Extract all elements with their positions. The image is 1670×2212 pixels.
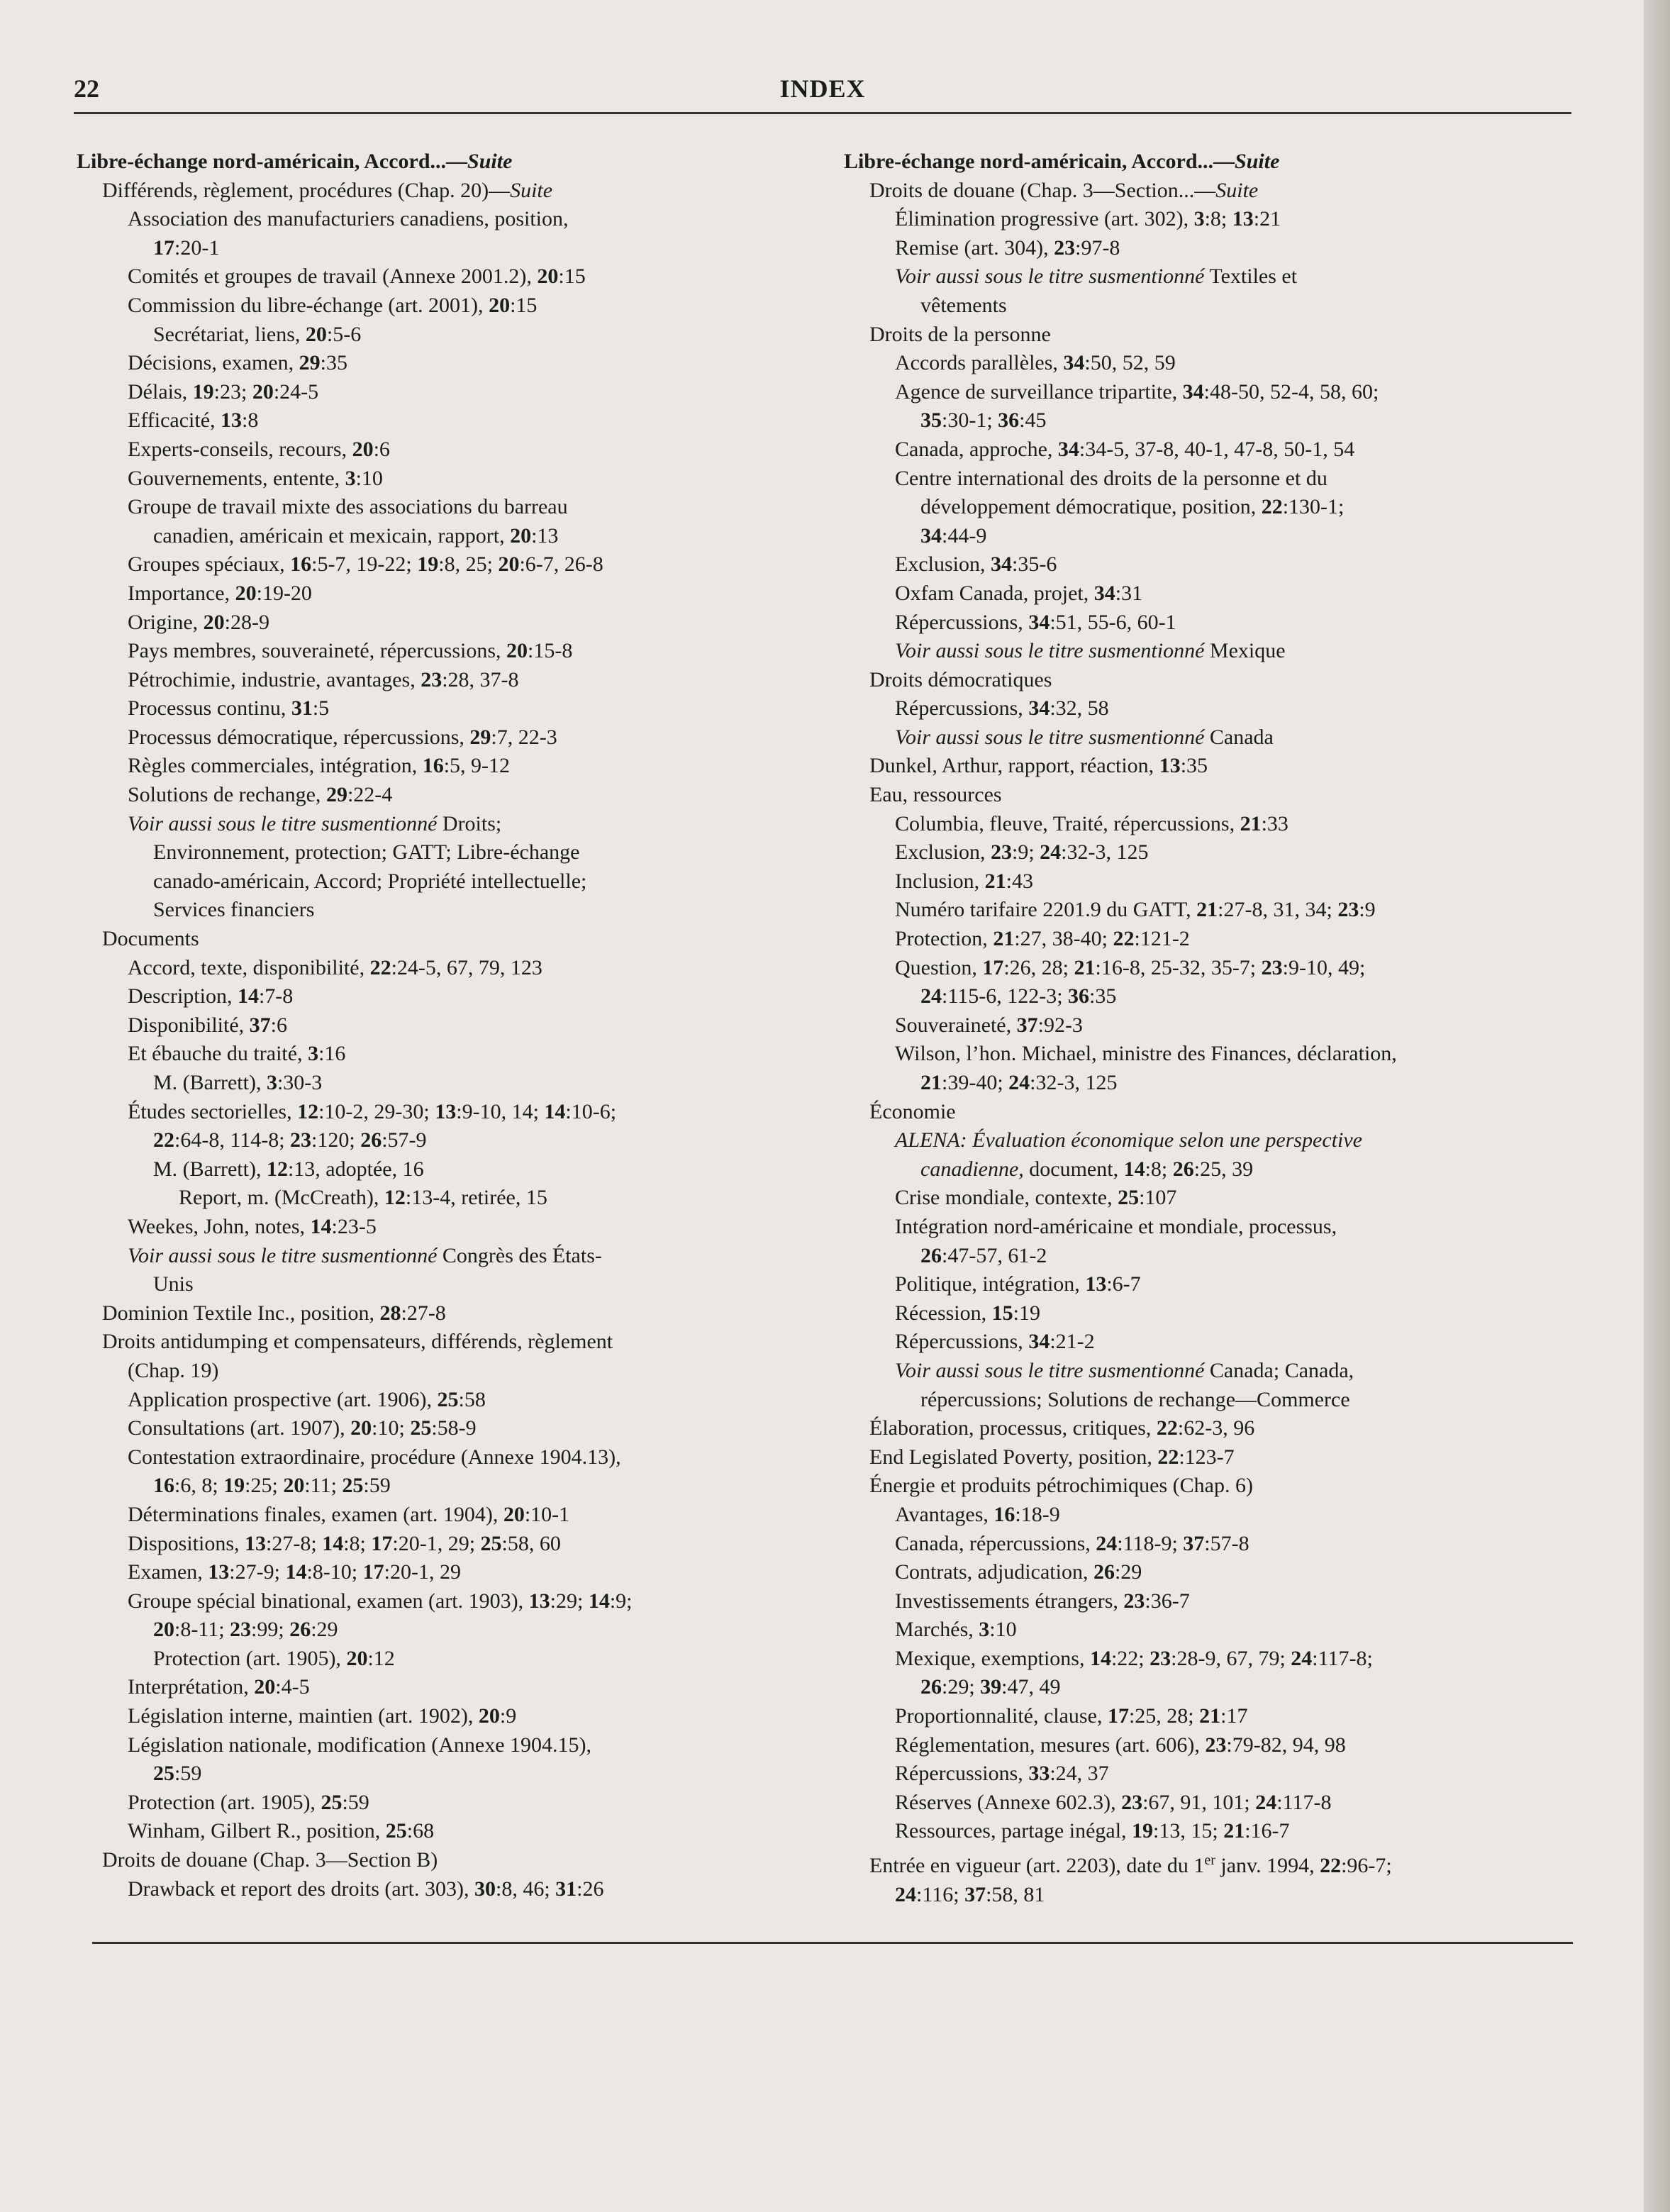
index-entry: canadien, américain et mexicain, rapport, 20:13 bbox=[153, 523, 559, 548]
index-entry: Réglementation, mesures (art. 606), 23:79-82, 94, 98 bbox=[895, 1733, 1346, 1757]
index-entry: Voir aussi sous le titre susmentionné Droits; bbox=[128, 811, 502, 835]
index-entry: 35:30-1; 36:45 bbox=[920, 409, 1047, 433]
index-entry: Droits antidumping et compensateurs, différends, règlement bbox=[102, 1330, 613, 1354]
index-entry: Répercussions, 34:32, 58 bbox=[895, 696, 1109, 721]
index-entry: Déterminations finales, examen (art. 1904), 20:10-1 bbox=[128, 1502, 570, 1526]
index-entry: Réserves (Annexe 602.3), 23:67, 91, 101; 24:117-8 bbox=[895, 1790, 1332, 1814]
index-entry: Comités et groupes de travail (Annexe 2001.2), 20:15 bbox=[128, 265, 586, 289]
index-entry: Décisions, examen, 29:35 bbox=[128, 351, 347, 375]
index-entry: Remise (art. 304), 23:97-8 bbox=[895, 235, 1120, 260]
index-entry: Dominion Textile Inc., position, 28:27-8 bbox=[102, 1301, 446, 1325]
index-entry: Avantages, 16:18-9 bbox=[895, 1502, 1060, 1526]
index-entry: Récession, 15:19 bbox=[895, 1301, 1040, 1325]
index-entry: Gouvernements, entente, 3:10 bbox=[128, 466, 383, 490]
index-entry: Droits de la personne bbox=[869, 322, 1051, 346]
index-entry: Mexique, exemptions, 14:22; 23:28-9, 67, 79; 24:117-8; bbox=[895, 1646, 1373, 1670]
page-number: 22 bbox=[74, 74, 99, 103]
index-entry: M. (Barrett), 3:30-3 bbox=[153, 1071, 323, 1094]
index-entry: Législation interne, maintien (art. 1902), 20:9 bbox=[128, 1704, 517, 1728]
index-entry: Voir aussi sous le titre susmentionné Canada bbox=[895, 725, 1274, 749]
index-entry: Entrée en vigueur (art. 2203), date du 1er janv. 1994, 22:96-7; bbox=[869, 1852, 1392, 1878]
index-entry: Droits démocratiques bbox=[869, 667, 1052, 691]
index-entry: Inclusion, 21:43 bbox=[895, 869, 1033, 893]
index-entry: Wilson, l’hon. Michael, ministre des Finances, déclaration, bbox=[895, 1042, 1397, 1066]
index-entry: Contestation extraordinaire, procédure (Annexe 1904.13), bbox=[128, 1445, 621, 1469]
index-entry: Disponibilité, 37:6 bbox=[128, 1013, 288, 1037]
index-entry: vêtements bbox=[920, 293, 1007, 317]
index-entry: Économie bbox=[869, 1099, 956, 1123]
index-entry: Voir aussi sous le titre susmentionné Mexique bbox=[895, 639, 1286, 663]
index-entry: Interprétation, 20:4-5 bbox=[128, 1675, 310, 1699]
index-entry: M. (Barrett), 12:13, adoptée, 16 bbox=[153, 1157, 424, 1181]
index-entry: Question, 17:26, 28; 21:16-8, 25-32, 35-7; 23:9-10, 49; bbox=[895, 955, 1366, 979]
index-entry: Processus continu, 31:5 bbox=[128, 696, 330, 721]
index-entry: Proportionnalité, clause, 17:25, 28; 21:17 bbox=[895, 1704, 1248, 1728]
index-entry: Association des manufacturiers canadiens, position, bbox=[128, 207, 569, 231]
index-entry: Élimination progressive (art. 302), 3:8; 13:21 bbox=[895, 207, 1281, 231]
index-entry: Contrats, adjudication, 26:29 bbox=[895, 1560, 1142, 1584]
index-entry: Droits de douane (Chap. 3—Section B) bbox=[102, 1848, 438, 1872]
index-entry: Voir aussi sous le titre susmentionné Canada; Canada, bbox=[895, 1358, 1354, 1382]
index-entry: End Legislated Poverty, position, 22:123-7 bbox=[869, 1445, 1235, 1469]
index-entry: Études sectorielles, 12:10-2, 29-30; 13:9-10, 14; 14:10-6; bbox=[128, 1099, 617, 1123]
index-column-right bbox=[844, 148, 1581, 1909]
index-entry: Marchés, 3:10 bbox=[895, 1618, 1017, 1642]
index-entry: Canada, approche, 34:34-5, 37-8, 40-1, 47-8, 50-1, 54 bbox=[895, 437, 1355, 461]
index-entry: Numéro tarifaire 2201.9 du GATT, 21:27-8, 31, 34; 23:9 bbox=[895, 898, 1376, 922]
index-entry: Voir aussi sous le titre susmentionné Congrès des États- bbox=[128, 1243, 602, 1267]
index-entry: Application prospective (art. 1906), 25:58 bbox=[128, 1387, 486, 1411]
index-entry: Environnement, protection; GATT; Libre-échange bbox=[153, 840, 580, 865]
index-entry: 21:39-40; 24:32-3, 125 bbox=[920, 1071, 1118, 1094]
index-entry: Examen, 13:27-9; 14:8-10; 17:20-1, 29 bbox=[128, 1560, 461, 1584]
index-entry: Description, 14:7-8 bbox=[128, 984, 294, 1008]
index-entry: Accords parallèles, 34:50, 52, 59 bbox=[895, 351, 1176, 375]
index-entry: Canada, répercussions, 24:118-9; 37:57-8 bbox=[895, 1531, 1249, 1555]
index-entry: Règles commerciales, intégration, 16:5, 9-12 bbox=[128, 754, 511, 778]
index-entry: Dispositions, 13:27-8; 14:8; 17:20-1, 29; 25:58, 60 bbox=[128, 1531, 561, 1555]
index-entry: répercussions; Solutions de rechange—Commerce bbox=[920, 1387, 1350, 1411]
index-entry: Documents bbox=[102, 927, 199, 951]
index-entry: Secrétariat, liens, 20:5-6 bbox=[153, 322, 362, 346]
index-entry: Importance, 20:19-20 bbox=[128, 581, 312, 605]
index-entry: Droits de douane (Chap. 3—Section...—Suite bbox=[869, 178, 1259, 202]
index-entry: Politique, intégration, 13:6-7 bbox=[895, 1272, 1141, 1296]
index-entry: canadienne, document, 14:8; 26:25, 39 bbox=[920, 1157, 1254, 1181]
index-entry: Groupe spécial binational, examen (art. 1903), 13:29; 14:9; bbox=[128, 1589, 633, 1613]
index-entry: Délais, 19:23; 20:24-5 bbox=[128, 379, 319, 404]
index-entry: 20:8-11; 23:99; 26:29 bbox=[153, 1618, 338, 1642]
index-entry: Unis bbox=[153, 1272, 194, 1296]
index-entry: Consultations (art. 1907), 20:10; 25:58-9 bbox=[128, 1416, 477, 1440]
page-edge bbox=[1644, 0, 1670, 2212]
index-entry: 16:6, 8; 19:25; 20:11; 25:59 bbox=[153, 1474, 391, 1498]
index-entry: Protection (art. 1905), 25:59 bbox=[128, 1790, 369, 1814]
index-entry: ALENA: Évaluation économique selon une perspective bbox=[895, 1128, 1362, 1152]
index-entry: 17:20-1 bbox=[153, 235, 220, 260]
index-entry: Libre-échange nord-américain, Accord...—Suite bbox=[77, 150, 513, 173]
index-entry: 24:115-6, 122-3; 36:35 bbox=[920, 984, 1117, 1008]
index-entry: Weekes, John, notes, 14:23-5 bbox=[128, 1214, 377, 1238]
index-entry: Report, m. (McCreath), 12:13-4, retirée, 15 bbox=[179, 1186, 547, 1210]
index-entry: Dunkel, Arthur, rapport, réaction, 13:35 bbox=[869, 754, 1208, 778]
index-entry: Pays membres, souveraineté, répercussions, 20:15-8 bbox=[128, 639, 573, 663]
index-entry: 24:116; 37:58, 81 bbox=[895, 1882, 1045, 1906]
index-entry: Crise mondiale, contexte, 25:107 bbox=[895, 1186, 1177, 1210]
index-entry: Agence de surveillance tripartite, 34:48-50, 52-4, 58, 60; bbox=[895, 379, 1379, 404]
index-entry: Drawback et report des droits (art. 303), 30:8, 46; 31:26 bbox=[128, 1877, 604, 1901]
index-entry: (Chap. 19) bbox=[128, 1358, 219, 1382]
index-entry: 26:47-57, 61-2 bbox=[920, 1243, 1047, 1267]
index-entry: Oxfam Canada, projet, 34:31 bbox=[895, 581, 1143, 605]
index-entry: Voir aussi sous le titre susmentionné Textiles et bbox=[895, 265, 1298, 289]
footer-rule bbox=[92, 1942, 1573, 1944]
index-entry: Groupe de travail mixte des associations du barreau bbox=[128, 495, 568, 519]
index-entry: Répercussions, 34:51, 55-6, 60-1 bbox=[895, 610, 1176, 634]
index-entry: Winham, Gilbert R., position, 25:68 bbox=[128, 1819, 435, 1843]
index-entry: Et ébauche du traité, 3:16 bbox=[128, 1042, 346, 1066]
index-entry: 22:64-8, 114-8; 23:120; 26:57-9 bbox=[153, 1128, 427, 1152]
index-entry: Solutions de rechange, 29:22-4 bbox=[128, 783, 393, 807]
index-entry: Exclusion, 34:35-6 bbox=[895, 552, 1057, 577]
index-entry: Eau, ressources bbox=[869, 783, 1002, 807]
index-entry: Libre-échange nord-américain, Accord...—Suite bbox=[844, 150, 1280, 173]
index-entry: Processus démocratique, répercussions, 29:7, 22-3 bbox=[128, 725, 557, 749]
index-entry: Législation nationale, modification (Annexe 1904.15), bbox=[128, 1733, 591, 1757]
index-entry: Centre international des droits de la personne et du bbox=[895, 466, 1327, 490]
index-entry: Protection, 21:27, 38-40; 22:121-2 bbox=[895, 927, 1190, 951]
index-entry: Columbia, fleuve, Traité, répercussions, 21:33 bbox=[895, 811, 1288, 835]
index-entry: Pétrochimie, industrie, avantages, 23:28, 37-8 bbox=[128, 667, 519, 691]
index-entry: 34:44-9 bbox=[920, 523, 987, 548]
running-head: INDEX bbox=[779, 74, 866, 103]
index-entry: Répercussions, 34:21-2 bbox=[895, 1330, 1095, 1354]
index-entry: Protection (art. 1905), 20:12 bbox=[153, 1646, 395, 1670]
index-entry: Commission du libre-échange (art. 2001), 20:15 bbox=[128, 293, 538, 317]
index-column-left bbox=[77, 148, 839, 1903]
index-entry: Ressources, partage inégal, 19:13, 15; 21:16-7 bbox=[895, 1819, 1290, 1843]
index-entry: Répercussions, 33:24, 37 bbox=[895, 1762, 1109, 1786]
index-entry: Intégration nord-américaine et mondiale, processus, bbox=[895, 1214, 1337, 1238]
index-entry: Élaboration, processus, critiques, 22:62-3, 96 bbox=[869, 1416, 1255, 1440]
index-entry: Investissements étrangers, 23:36-7 bbox=[895, 1589, 1190, 1613]
index-entry: Souveraineté, 37:92-3 bbox=[895, 1013, 1083, 1037]
page-header bbox=[74, 71, 1571, 114]
index-entry: 26:29; 39:47, 49 bbox=[920, 1675, 1061, 1699]
index-entry: Exclusion, 23:9; 24:32-3, 125 bbox=[895, 840, 1149, 865]
index-entry: Groupes spéciaux, 16:5-7, 19-22; 19:8, 25; 20:6-7, 26-8 bbox=[128, 552, 603, 577]
index-entry: Énergie et produits pétrochimiques (Chap. 6) bbox=[869, 1474, 1253, 1498]
index-entry: développement démocratique, position, 22:130-1; bbox=[920, 495, 1345, 519]
index-entry: Différends, règlement, procédures (Chap. 20)—Suite bbox=[102, 178, 553, 202]
index-entry: Experts-conseils, recours, 20:6 bbox=[128, 437, 390, 461]
index-entry: canado-américain, Accord; Propriété intellectuelle; bbox=[153, 869, 587, 893]
index-entry: Efficacité, 13:8 bbox=[128, 409, 259, 433]
index-entry: Accord, texte, disponibilité, 22:24-5, 67, 79, 123 bbox=[128, 955, 542, 979]
index-entry: Origine, 20:28-9 bbox=[128, 610, 269, 634]
index-entry: 25:59 bbox=[153, 1762, 202, 1786]
index-entry: Services financiers bbox=[153, 898, 315, 922]
